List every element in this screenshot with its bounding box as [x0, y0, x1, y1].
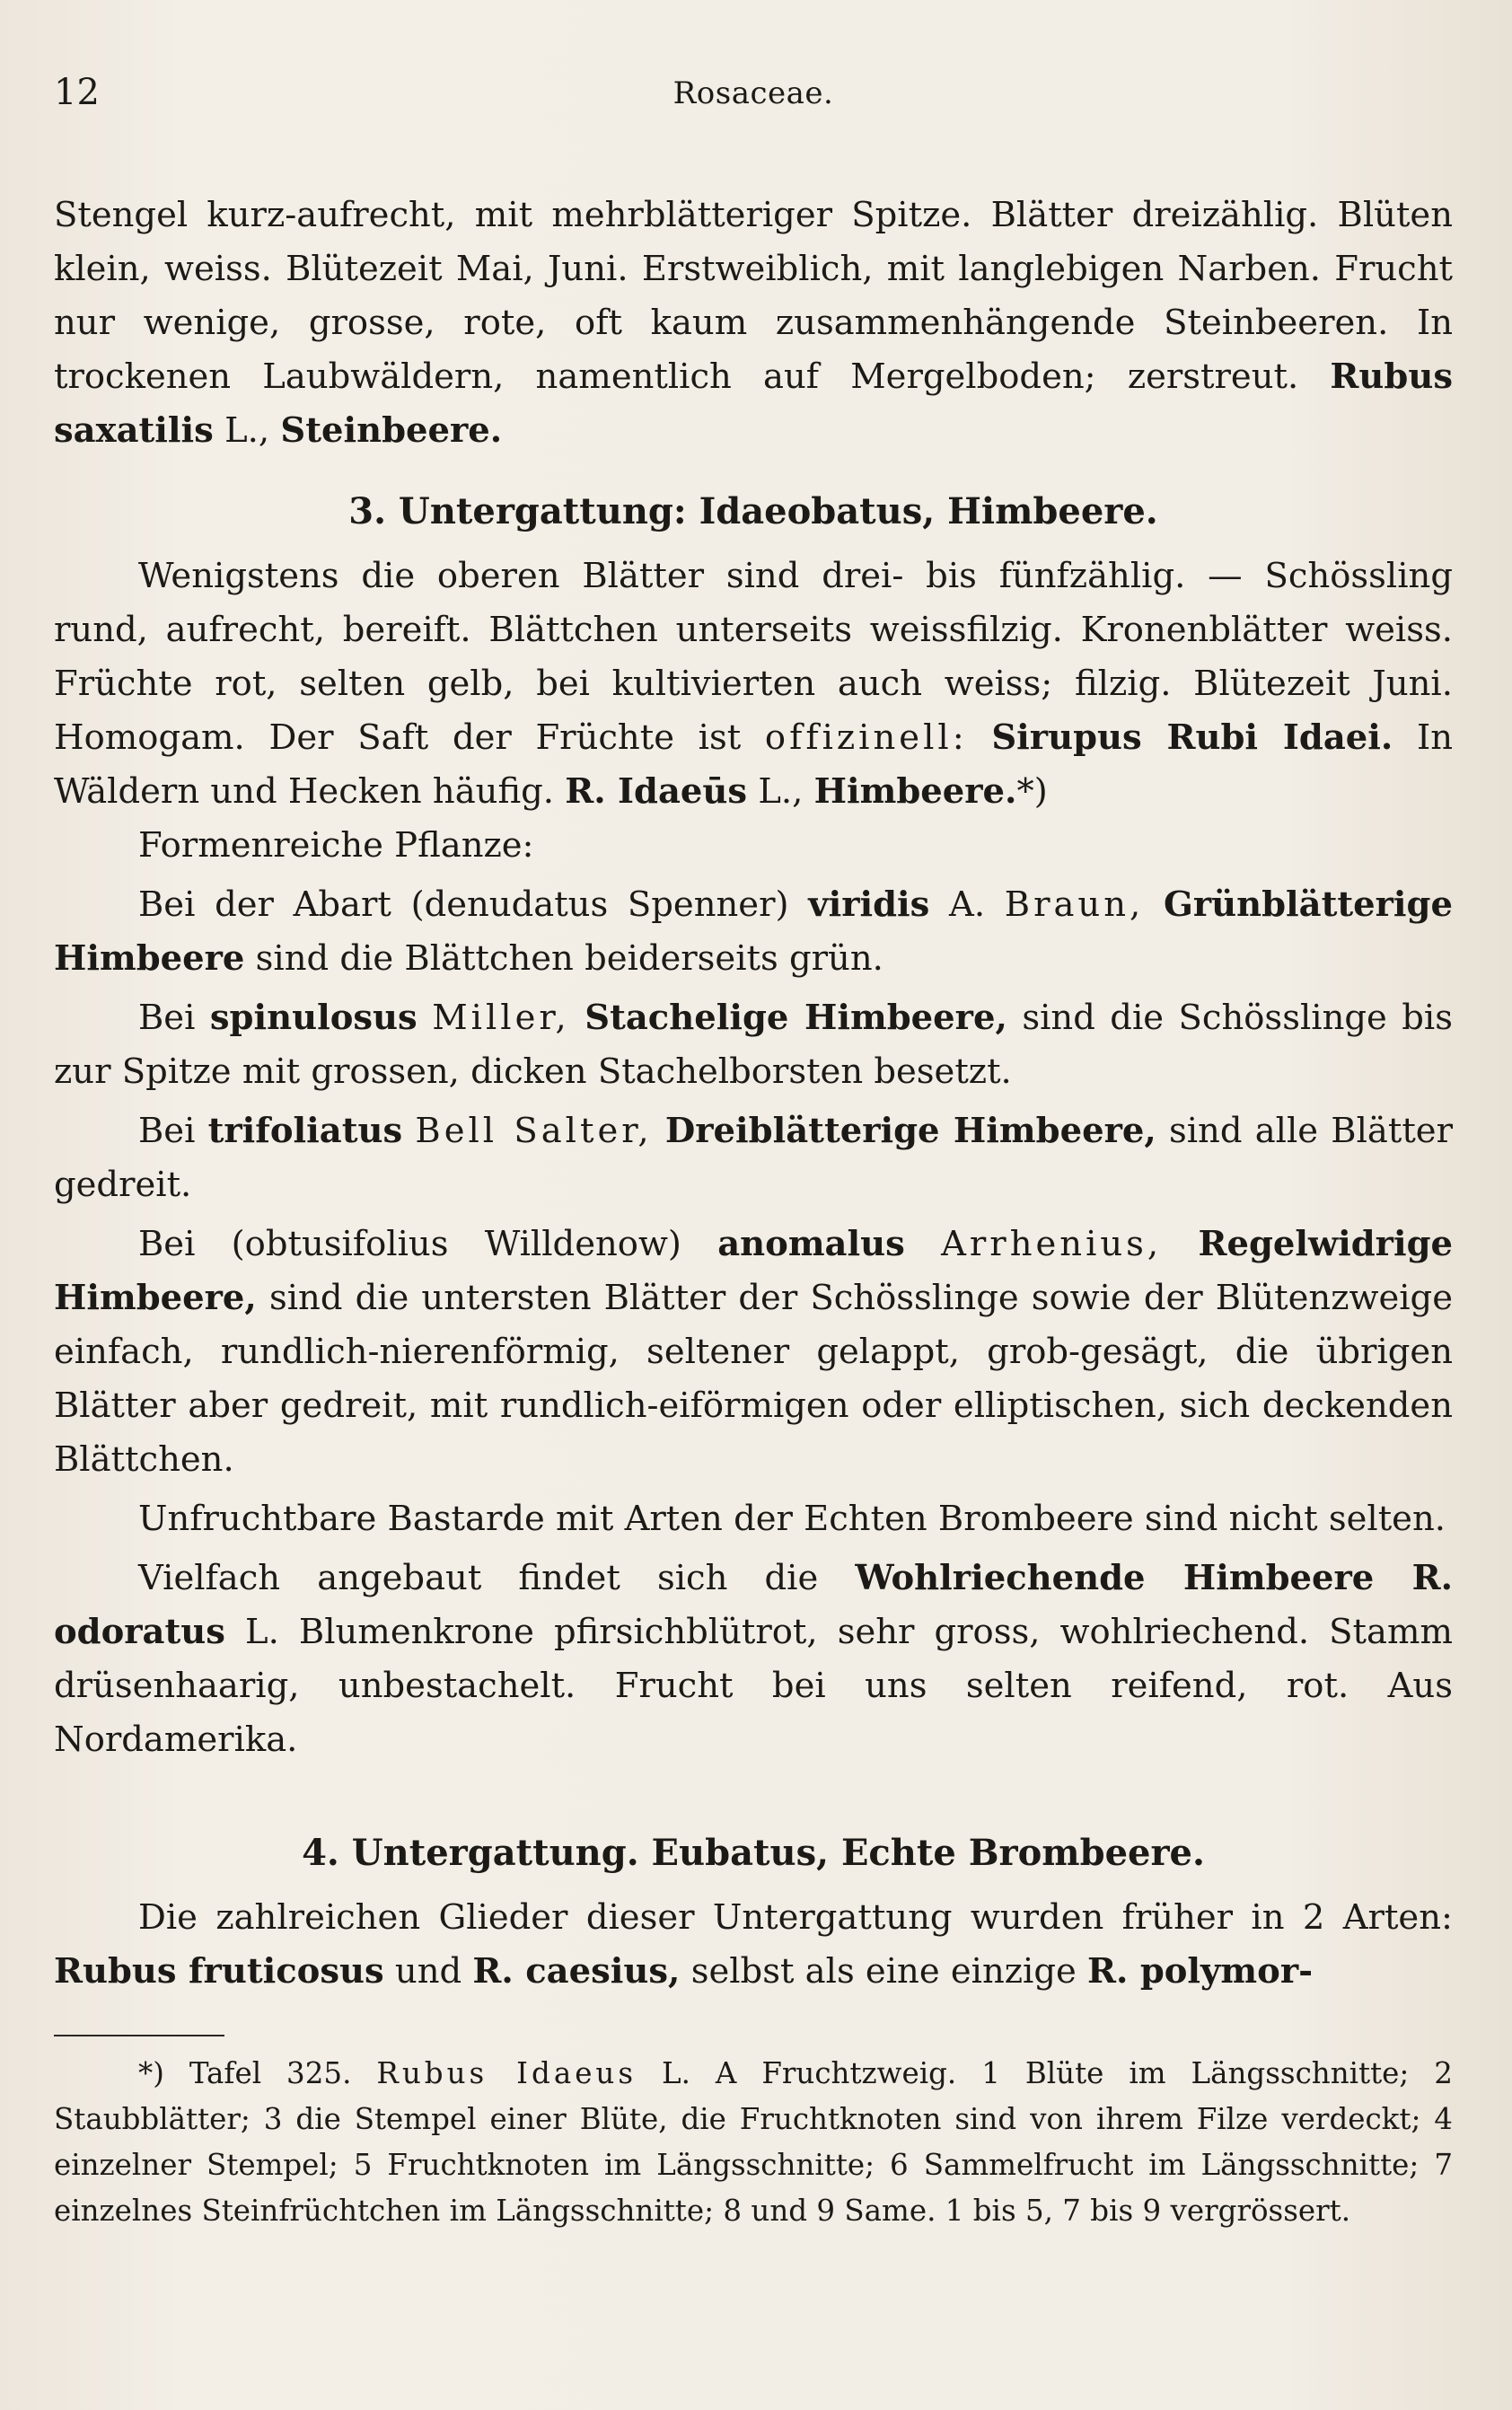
- common-name: Grünblätterige Himbeere: [54, 884, 1453, 979]
- author-name: Miller,: [432, 998, 570, 1038]
- variety-name: spinulosus: [209, 998, 418, 1038]
- species-name: Rubus saxatilis: [54, 356, 1453, 451]
- text-run: *) Tafel 325.: [138, 2056, 377, 2090]
- text-run: selbst als eine einzige: [680, 1951, 1088, 1992]
- text-run: [570, 998, 585, 1038]
- text-run: Bei der Abart (denudatus Spenner): [138, 884, 809, 925]
- section-heading-eubatus: 4. Untergattung. Eubatus, Echte Brombeere.: [302, 1832, 1205, 1874]
- text-run: sind die Blättchen beiderseits grün.: [244, 938, 883, 979]
- section-heading-idaeobatus: 3. Untergattung: Idaeobatus, Himbeere.: [348, 490, 1158, 532]
- variety-name: anomalus: [717, 1224, 905, 1264]
- text-run: [402, 1111, 415, 1151]
- variety-name: viridis: [808, 884, 930, 925]
- text-run: Vielfach angebaut findet sich die: [138, 1558, 856, 1598]
- common-name: Stachelige Himbeere,: [585, 998, 1007, 1038]
- author-name: Bell Salter,: [415, 1111, 653, 1151]
- text-run: Bei: [138, 998, 210, 1038]
- pharma-name: Sirupus Rubi Idaei.: [991, 717, 1393, 758]
- author-name: Braun,: [1004, 884, 1145, 925]
- text-run: L.,: [213, 410, 281, 451]
- text-run: Wenigstens die oberen Blätter sind drei- bis fünfzählig. — Schössling rund, aufrecht, bereift. Blättchen unterseits weissfilzig. Kronenblätter weiss. Früchte rot, selten gelb, bei kultivierten auch weiss; filzig. Blütezeit Juni. Homogam. Der Saft der Früchte ist: [54, 556, 1453, 758]
- variety-name: trifoliatus: [207, 1111, 403, 1151]
- text-run: In Wäldern und Hecken häufig.: [54, 717, 1453, 812]
- text-run: [1162, 1224, 1198, 1264]
- footnote-marker: *): [1016, 771, 1048, 812]
- text-run: Stengel kurz-aufrecht, mit mehrblätteriger Spitze. Blätter dreizählig. Blüten klein, weiss. Blütezeit Mai, Juni. Erstweiblich, mit langlebigen Narben. Frucht nur wenige, grosse, rote, oft kaum zusammenhängende Steinbeeren. In trockenen Laubwäldern, namentlich auf Mergelboden; zerstreut.: [54, 195, 1453, 397]
- species-name: R. polymor-: [1087, 1951, 1314, 1992]
- paragraph-viridis: [54, 878, 1453, 986]
- paragraph-himbeere: [54, 550, 1453, 819]
- text-run: Bei (obtusifolius Willdenow): [138, 1224, 718, 1264]
- paragraph-anomalus: [54, 1218, 1453, 1487]
- running-title: Rosaceae.: [672, 75, 834, 111]
- common-name: Himbeere.: [813, 771, 1017, 812]
- text-run: sind die untersten Blätter der Schösslinge sowie der Blütenzweige einfach, rundlich-nierenförmig, seltener gelappt, grob-gesägt, die übrigen Blätter aber gedreit, mit rundlich-eiförmigen oder elliptischen, sich deckenden Blättchen.: [54, 1278, 1453, 1480]
- footnote: [54, 2051, 1453, 2234]
- page-header: [54, 72, 1453, 126]
- text-run: [905, 1224, 941, 1264]
- text-run: sind die Schösslinge bis zur Spitze mit grossen, dicken Stachelborsten besetzt.: [54, 998, 1453, 1092]
- common-name: Steinbeere.: [280, 410, 503, 451]
- common-name: Regelwidrige Himbeere,: [54, 1224, 1453, 1318]
- species-name: R. caesius,: [472, 1951, 681, 1992]
- text-run: L. Blumenkrone pfirsichblütrot, sehr gross, wohlriechend. Stamm drüsenhaarig, unbestachelt. Frucht bei uns selten reifend, rot. Aus Nordamerika.: [54, 1612, 1453, 1760]
- footnote-divider: [54, 2035, 224, 2036]
- text-run: Bei: [138, 1111, 208, 1151]
- paragraph-steinbeere: [54, 189, 1453, 458]
- page-number: 12: [54, 72, 100, 113]
- species-name: R. Idaeūs: [565, 771, 748, 812]
- text-run: L. A Fruchtzweig. 1 Blüte im Längsschnitte; 2 Staubblätter; 3 die Stempel einer Blüte, die Fruchtknoten sind von ihrem Filze verdeckt; 4 einzelner Stempel; 5 Fruchtknoten im Längsschnitte; 6 Sammelfrucht im Längsschnitte; 7 einzelnes Steinfrüchtchen im Längsschnitte; 8 und 9 Same. 1 bis 5, 7 bis 9 vergrössert.: [54, 2056, 1453, 2228]
- text-run: sind alle Blätter gedreit.: [54, 1111, 1453, 1205]
- common-name: Wohlriechende Himbeere R. odoratus: [54, 1558, 1453, 1652]
- paragraph-eubatus: [54, 1891, 1453, 1999]
- paragraph-bastarde: Unfruchtbare Bastarde mit Arten der Echten Brombeere sind nicht selten.: [138, 1499, 1446, 1539]
- species-name: Rubus Idaeus: [376, 2056, 637, 2090]
- text-run: und: [383, 1951, 473, 1992]
- text-run: Die zahlreichen Glieder dieser Untergattung wurden früher in 2 Arten:: [138, 1897, 1453, 1938]
- paragraph-formenreich: Formenreiche Pflanze:: [138, 825, 534, 866]
- text-run: [1144, 884, 1164, 925]
- paragraph-odoratus: [54, 1552, 1453, 1767]
- text-run: L.,: [747, 771, 814, 812]
- common-name: Dreiblätterige Himbeere,: [664, 1111, 1156, 1151]
- text-run: [653, 1111, 665, 1151]
- text-run: [418, 998, 432, 1038]
- spaced-text: offizinell:: [764, 717, 968, 758]
- text-run: A.: [929, 884, 1005, 925]
- text-run: [968, 717, 992, 758]
- paragraph-trifoliatus: [54, 1104, 1453, 1212]
- author-name: Arrhenius,: [941, 1224, 1163, 1264]
- species-name: Rubus fruticosus: [54, 1951, 384, 1992]
- paragraph-spinulosus: [54, 991, 1453, 1099]
